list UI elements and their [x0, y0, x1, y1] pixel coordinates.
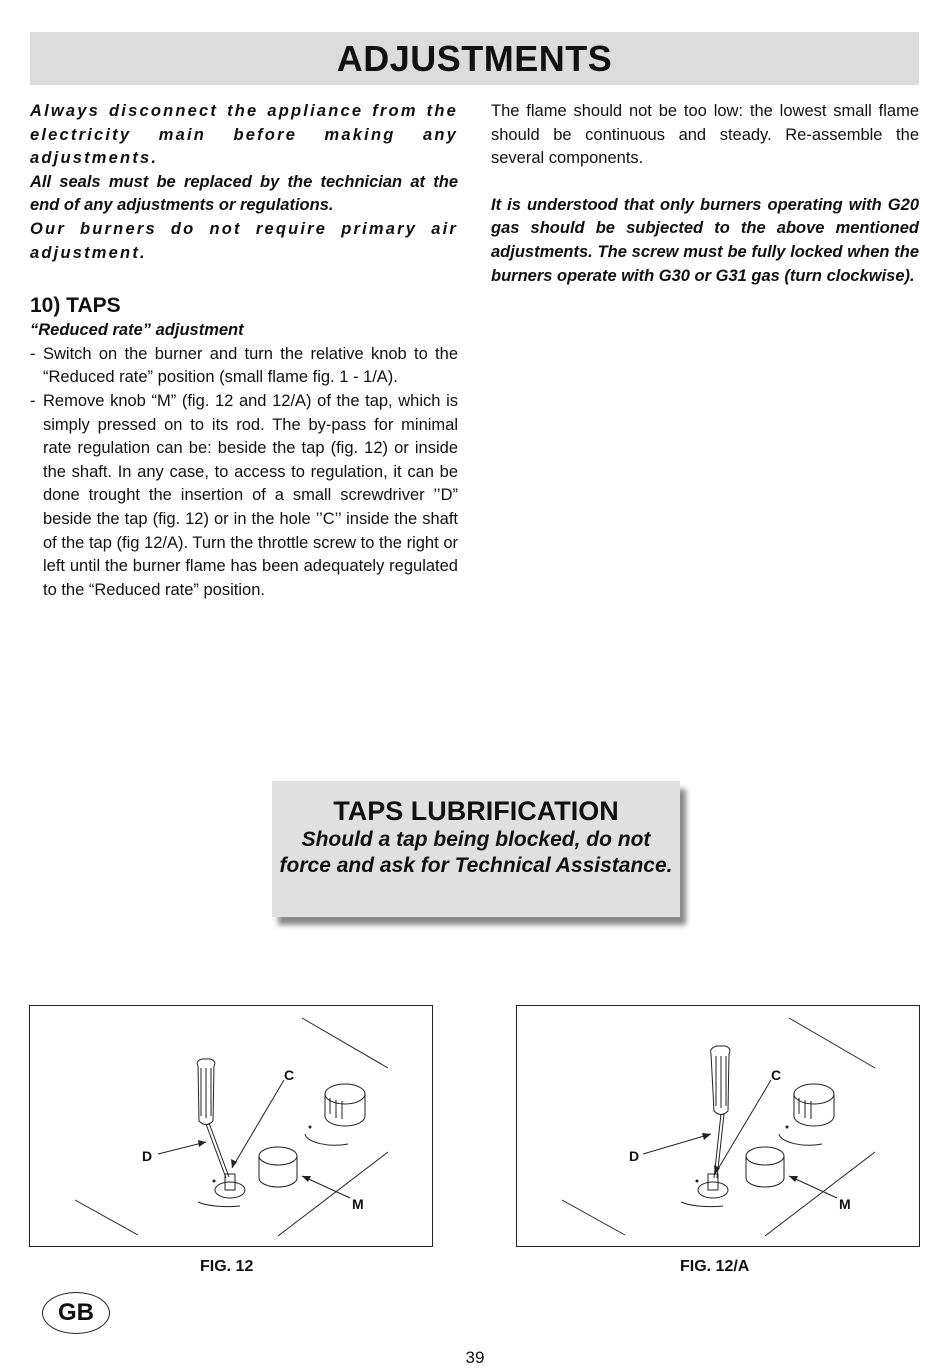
label-d: D: [629, 1148, 640, 1164]
tap-screwdriver-illustration: [517, 1006, 919, 1246]
section-title-taps: 10) TAPS: [30, 294, 121, 318]
label-c: C: [771, 1067, 782, 1083]
notice-title: TAPS LUBRIFICATION: [333, 796, 619, 826]
label-m: M: [839, 1196, 851, 1212]
label-c: C: [284, 1067, 295, 1083]
label-m: M: [352, 1196, 364, 1212]
warning-primary-air: Our burners do not require primary air adjustment.: [30, 219, 458, 262]
language-badge: GB: [42, 1292, 110, 1334]
step-item: - Remove knob “M” (fig. 12 and 12/A) of the tap, which is simply pressed on to its rod. The by-pass for minimal rate regulation can be: beside the tap (fig. 12) or inside the shaft. In any case, to access to regulation, it can be done trought the insertion of a small screwdriver ’’D” beside the tap (fig. 12) or in the hole ’’C’’ inside the shaft of the tap (fig 12/A). Turn the throttle screw to the right or left until the burner flame has been adequately regulated to the “Reduced rate” position.: [30, 390, 458, 602]
figure-12a-caption: FIG. 12/A: [680, 1258, 750, 1275]
notice-text: Should a tap being blocked, do not force and ask for Technical Assistance.: [279, 828, 673, 877]
title-bar: [30, 32, 919, 85]
warning-disconnect: Always disconnect the appliance from the electricity main before making any adjustments.: [30, 102, 458, 168]
left-column: [30, 100, 458, 602]
subsection-title-reduced-rate: “Reduced rate” adjustment: [30, 321, 244, 340]
adjustment-steps: [30, 343, 458, 603]
warning-seals: All seals must be replaced by the technician at the end of any adjustments or regulations.: [30, 172, 458, 215]
tap-screwdriver-illustration: [30, 1006, 432, 1246]
label-d: D: [142, 1148, 153, 1164]
figure-12a: [516, 1005, 920, 1247]
page-number: 39: [465, 1348, 485, 1367]
right-column: [491, 100, 919, 288]
flame-paragraph: The flame should not be too low: the lowest small flame should be continuous and steady. Re-assemble the several components.: [491, 102, 919, 168]
step-item: - Switch on the burner and turn the relative knob to the “Reduced rate” position (small flame fig. 1 - 1/A).: [30, 343, 458, 390]
gas-note: It is understood that only burners operating with G20 gas should be subjected to the above mentioned adjustments. The screw must be fully locked when the burners operate with G30 or G31 gas (turn clockwise).: [491, 195, 919, 285]
page-title: ADJUSTMENTS: [336, 37, 613, 79]
figure-12: [29, 1005, 433, 1247]
notice-box: [272, 781, 680, 917]
figure-12-caption: FIG. 12: [200, 1258, 254, 1275]
